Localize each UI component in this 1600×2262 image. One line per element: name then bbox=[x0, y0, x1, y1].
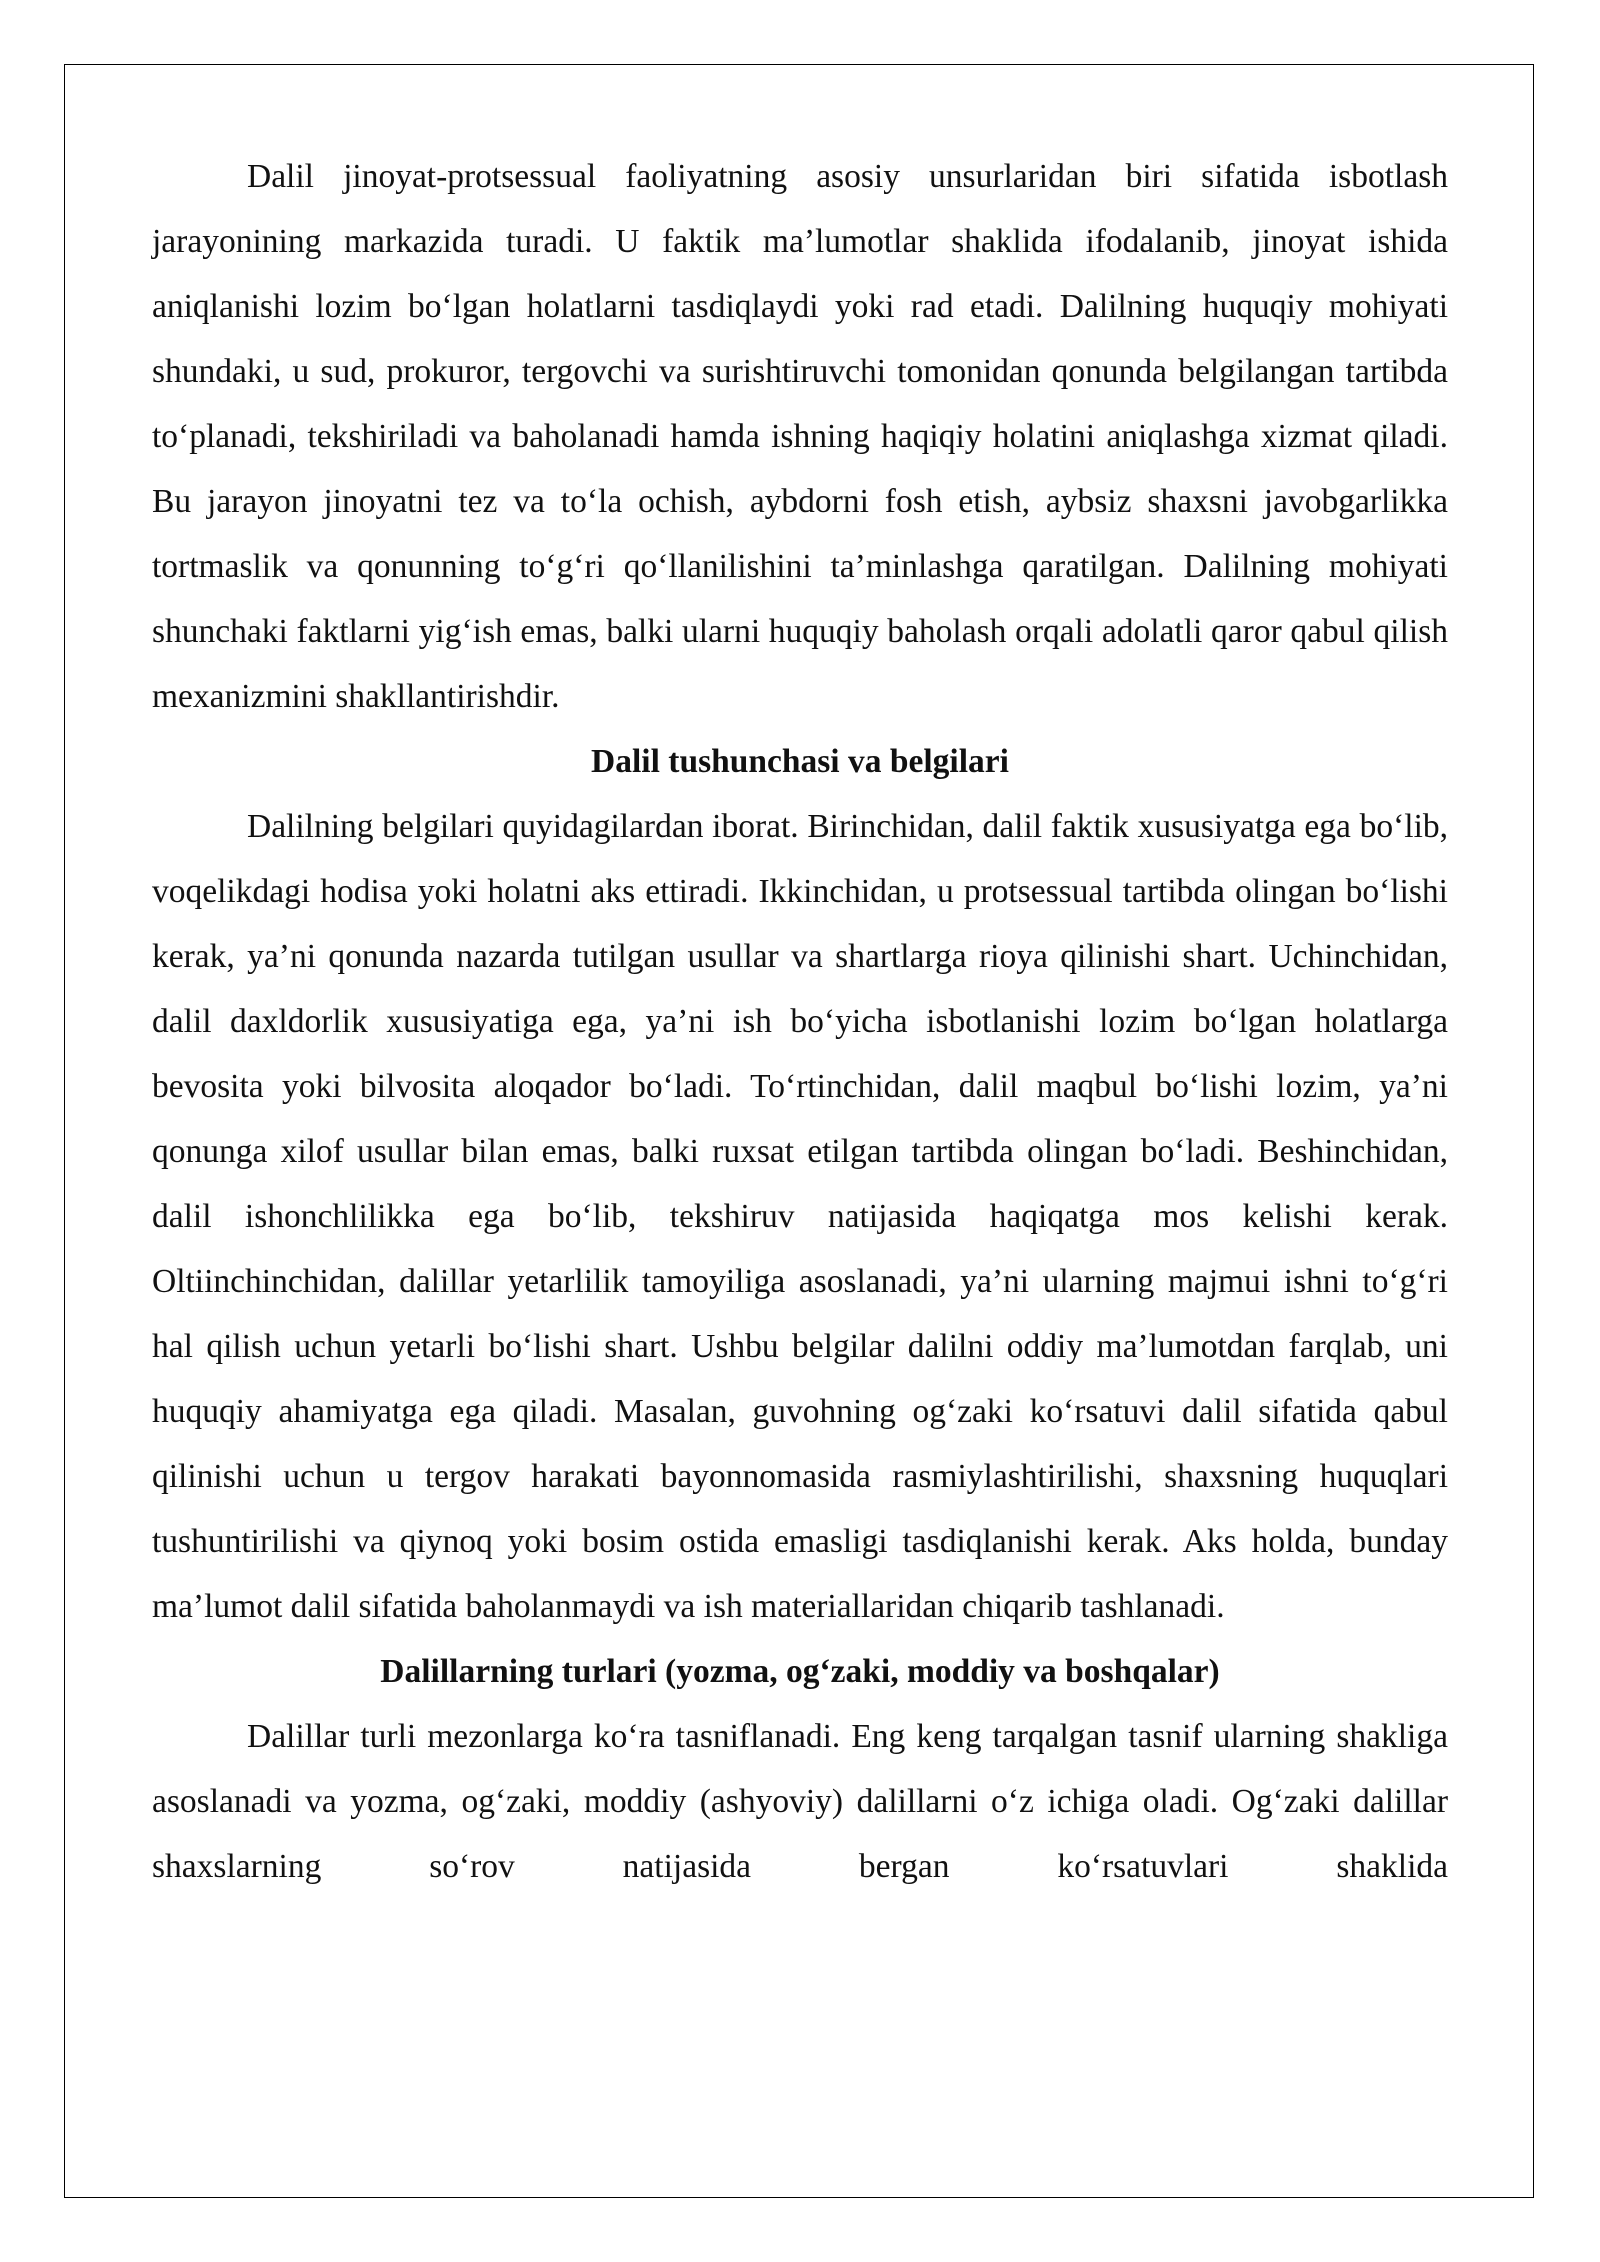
paragraph-types: Dalillar turli mezonlarga ko‘ra tasniflanadi. Eng keng tarqalgan tasnif ularning shakliga asoslanadi va yozma, og‘zaki, moddiy (ashyoviy) dalillarni o‘z ichiga oladi. Og‘zaki dalillar shaxslarning so‘rov natijasida bergan ko‘rsatuvlari shaklida bbox=[152, 1718, 1448, 1885]
section-heading-concept: Dalil tushunchasi va belgilari bbox=[591, 743, 1009, 780]
paragraph-features: Dalilning belgilari quyidagilardan iborat. Birinchidan, dalil faktik xususiyatga ega bo‘lib, voqelikdagi hodisa yoki holatni aks ettiradi. Ikkinchidan, u protsessual tartibda olingan bo‘lishi kerak, ya’ni qonunda nazarda tutilgan usullar va shartlarga rioya qilinishi shart. Uchinchidan, dalil daxldorlik xususiyatiga ega, ya’ni ish bo‘yicha isbotlanishi lozim bo‘lgan holatlarga bevosita yoki bilvosita aloqador bo‘ladi. To‘rtinchidan, dalil maqbul bo‘lishi lozim, ya’ni qonunga xilof usullar bilan emas, balki ruxsat etilgan tartibda olingan bo‘ladi. Beshinchidan, dalil ishonchlilikka ega bo‘lib, tekshiruv natijasida haqiqatga mos kelishi kerak. Oltiinchinchidan, dalillar yetarlilik tamoyiliga asoslanadi, ya’ni ularning majmui ishni to‘g‘ri hal qilish uchun yetarli bo‘lishi shart. Ushbu belgilar dalilni oddiy ma’lumotdan farqlab, uni huquqiy ahamiyatga ega qiladi. Masalan, guvohning og‘zaki ko‘rsatuvi dalil sifatida qabul qilinishi uchun u tergov harakati bayonnomasida rasmiylashtirilishi, shaxsning huquqlari tushuntirilishi va qiynoq yoki bosim ostida emasligi tasdiqlanishi kerak. Aks holda, bunday ma’lumot dalil sifatida baholanmaydi va ish materiallaridan chiqarib tashlanadi. bbox=[152, 808, 1448, 1625]
document-body bbox=[152, 144, 1448, 1899]
paragraph-intro: Dalil jinoyat-protsessual faoliyatning asosiy unsurlaridan biri sifatida isbotlash jarayonining markazida turadi. U faktik ma’lumotlar shaklida ifodalanib, jinoyat ishida aniqlanishi lozim bo‘lgan holatlarni tasdiqlaydi yoki rad etadi. Dalilning huquqiy mohiyati shundaki, u sud, prokuror, tergovchi va surishtiruvchi tomonidan qonunda belgilangan tartibda to‘planadi, tekshiriladi va baholanadi hamda ishning haqiqiy holatini aniqlashga xizmat qiladi. Bu jarayon jinoyatni tez va to‘la ochish, aybdorni fosh etish, aybsiz shaxsni javobgarlikka tortmaslik va qonunning to‘g‘ri qo‘llanilishini ta’minlashga qaratilgan. Dalilning mohiyati shunchaki faktlarni yig‘ish emas, balki ularni huquqiy baholash orqali adolatli qaror qabul qilish mexanizmini shakllantirishdir. bbox=[152, 158, 1448, 715]
section-heading-types: Dalillarning turlari (yozma, og‘zaki, moddiy va boshqalar) bbox=[380, 1653, 1220, 1690]
